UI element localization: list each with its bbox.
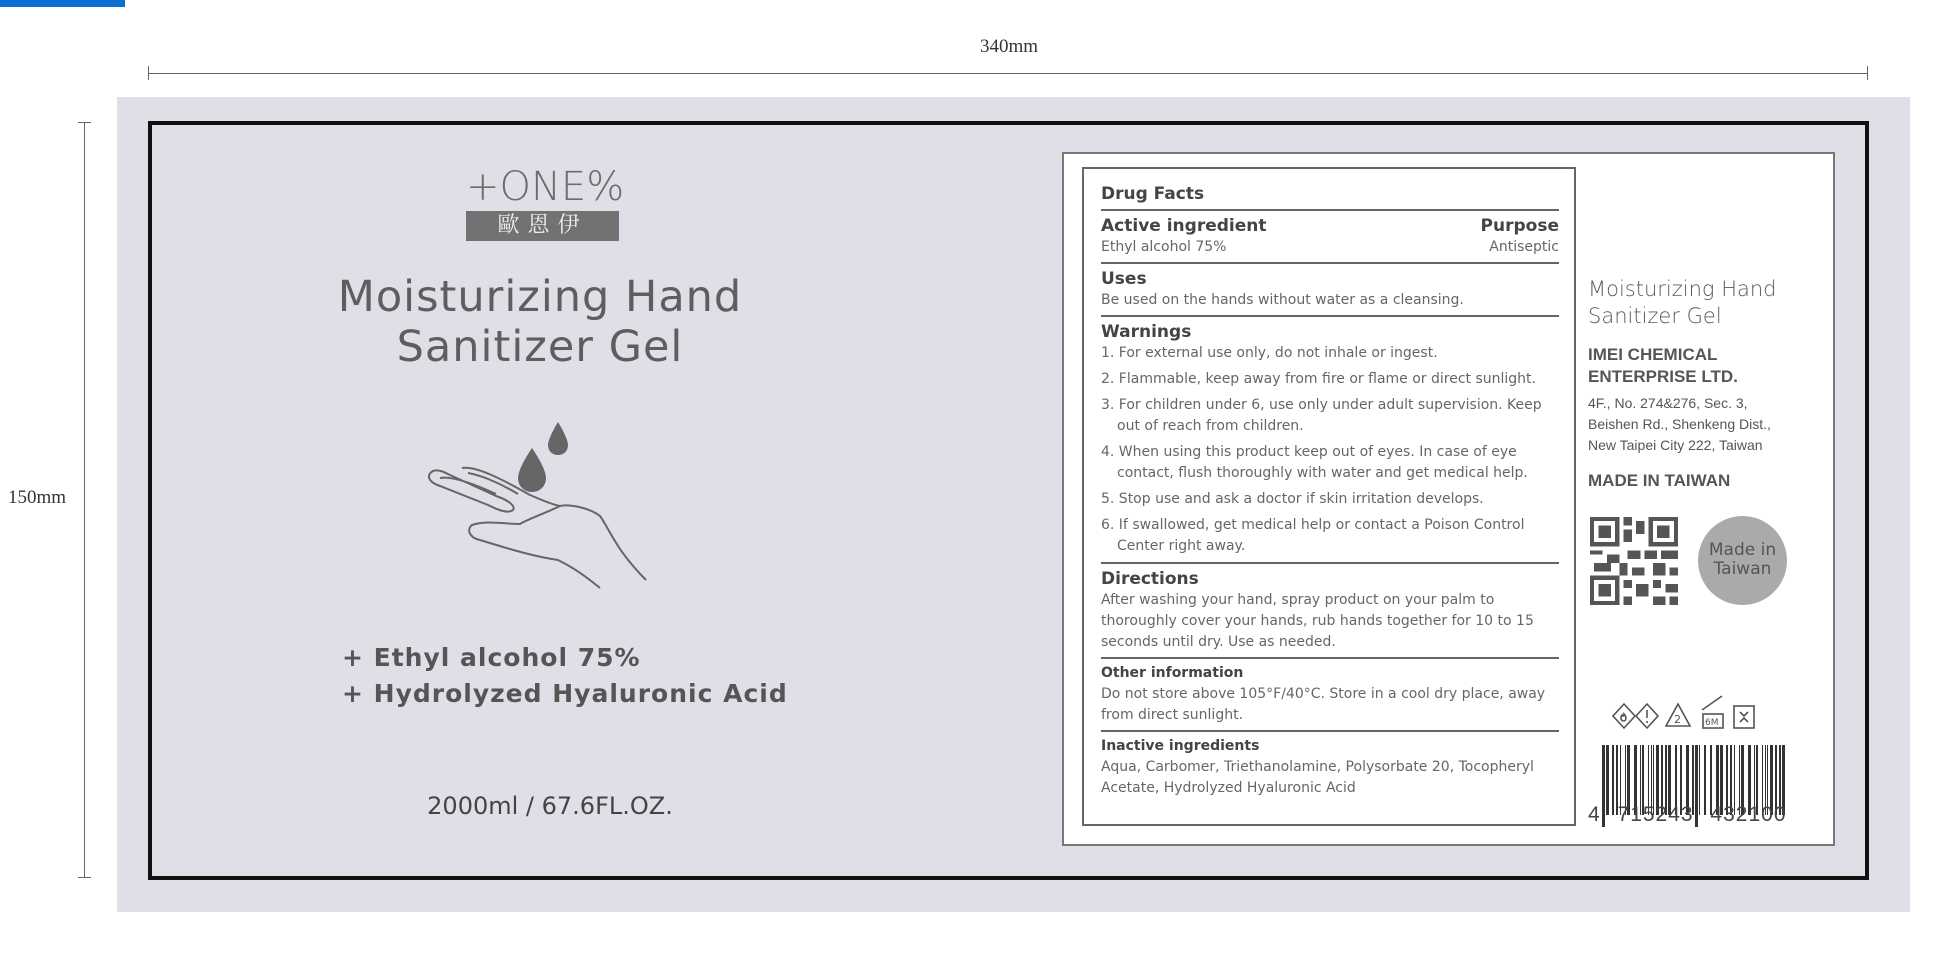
warning-item: 6. If swallowed, get medical help or contact a Poison Control Center right away. (1101, 517, 1525, 554)
uses-text: Be used on the hands without water as a cleansing. (1101, 292, 1464, 308)
top-accent-bar (0, 0, 125, 7)
directions-text: After washing your hand, spray product on your palm to thoroughly cover your hands, rub hands together for 10 to 15 seconds until dry. Use as needed. (1101, 592, 1534, 650)
inactive-ingredients-text: Aqua, Carbomer, Triethanolamine, Polysorbate 20, Tocopheryl Acetate, Hydrolyzed Hyaluronic Acid (1101, 759, 1534, 796)
barcode-number: 4 715243 432100 (1588, 803, 1787, 826)
feature-list (342, 640, 788, 712)
warning-item: 2. Flammable, keep away from fire or flame or direct sunlight. (1101, 371, 1536, 387)
address-line: 4F., No. 274&276, Sec. 3, (1588, 395, 1748, 411)
badge-text: Made in (1708, 540, 1777, 560)
feature-item: + Ethyl alcohol 75% (342, 643, 641, 672)
active-ingredient-value: Ethyl alcohol 75% (1101, 239, 1227, 255)
title-line: Sanitizer Gel (396, 322, 684, 372)
divider (1101, 262, 1559, 264)
divider (1101, 315, 1559, 317)
warning-icon (1636, 704, 1658, 728)
divider (1101, 562, 1559, 564)
divider (1101, 730, 1559, 732)
drug-facts-heading: Drug Facts (1101, 184, 1205, 204)
directions-label: Directions (1101, 569, 1199, 589)
compress-icon (1734, 706, 1754, 728)
warning-item: 4. When using this product keep out of eyes. In case of eye contact, flush thoroughly with water and get medical help. (1101, 444, 1528, 481)
dimension-tick (78, 877, 91, 878)
brand-logo (466, 164, 625, 241)
warning-item: 3. For children under 6, use only under adult supervision. Keep out of reach from children. (1101, 397, 1542, 434)
brand-name-chinese: 歐恩伊 (466, 211, 619, 241)
purpose-label: Purpose (1480, 216, 1559, 236)
width-dimension-line (149, 73, 1868, 74)
qr-code-icon (1590, 517, 1678, 605)
made-in-taiwan-text: MADE IN TAIWAN (1588, 471, 1731, 490)
made-in-taiwan-badge (1698, 516, 1787, 605)
divider (1101, 657, 1559, 659)
side-title: Moisturizing Hand (1588, 277, 1777, 301)
height-dimension-line (84, 122, 85, 878)
purpose-value: Antiseptic (1489, 239, 1559, 255)
badge-text: Taiwan (1713, 559, 1772, 579)
width-dimension-label: 340mm (980, 36, 1039, 57)
brand-name: +ONE% (466, 164, 625, 210)
warning-item: 5. Stop use and ask a doctor if skin irritation develops. (1101, 491, 1484, 507)
flammable-icon (1613, 704, 1635, 728)
company-name: IMEI CHEMICAL (1588, 345, 1718, 364)
title-line: Moisturizing Hand (337, 272, 743, 322)
active-ingredient-label: Active ingredient (1101, 216, 1267, 236)
inactive-ingredients-label: Inactive ingredients (1101, 738, 1260, 754)
warnings-label: Warnings (1101, 322, 1192, 342)
drug-facts-box (1082, 167, 1576, 826)
volume-text: 2000ml / 67.6FL.OZ. (427, 792, 673, 820)
feature-item: + Hydrolyzed Hyaluronic Acid (342, 679, 788, 708)
dimension-tick (148, 66, 149, 80)
hand-with-drops-icon (420, 420, 670, 590)
side-title: Sanitizer Gel (1588, 304, 1722, 328)
period-after-opening-icon (1702, 696, 1723, 728)
warning-item: 1. For external use only, do not inhale or ingest. (1101, 345, 1438, 361)
dimension-tick (1867, 66, 1868, 80)
symbol-row (1612, 690, 1792, 736)
divider (1101, 209, 1559, 211)
warnings-list (1101, 343, 1559, 557)
svg-text:2: 2 (1674, 713, 1681, 726)
company-name: ENTERPRISE LTD. (1588, 367, 1738, 386)
dimension-tick (78, 122, 91, 123)
other-info-label: Other information (1101, 665, 1244, 681)
address-line: Beishen Rd., Shenkeng Dist., (1588, 416, 1771, 432)
svg-text:6M: 6M (1705, 718, 1719, 728)
height-dimension-label: 150mm (8, 487, 67, 508)
address-line: New Taipei City 222, Taiwan (1588, 437, 1763, 453)
uses-label: Uses (1101, 269, 1147, 289)
recycle-icon (1666, 704, 1690, 726)
product-title (300, 272, 780, 372)
other-info-text: Do not store above 105°F/40°C. Store in a cool dry place, away from direct sunlight. (1101, 686, 1546, 723)
side-info (1588, 276, 1828, 491)
